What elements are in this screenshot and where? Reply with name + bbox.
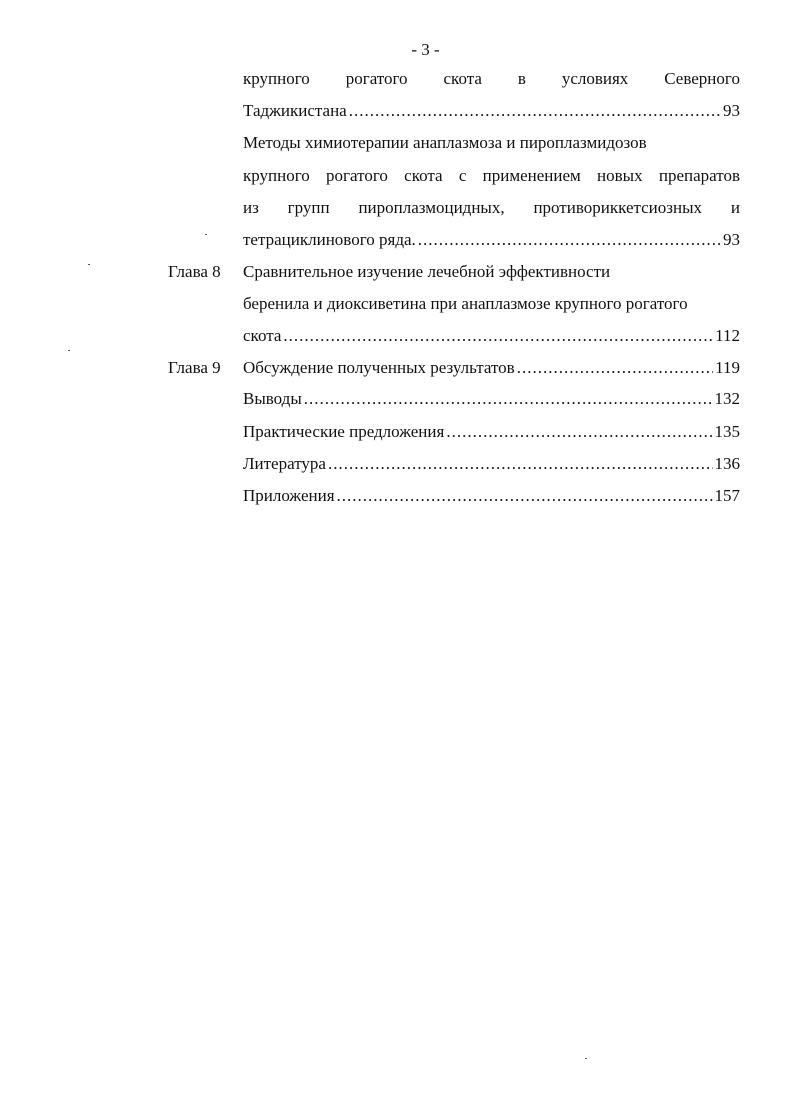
toc-page-number: 112 (715, 326, 740, 345)
word: из (243, 198, 259, 217)
toc-entry-title: Приложения (243, 486, 335, 505)
toc-entry-conclusions (243, 387, 740, 411)
dot-leader (304, 387, 713, 411)
toc-entry-title: Обсуждение полученных результатов (243, 358, 515, 377)
toc-entry-appendices (243, 484, 740, 508)
toc-page-number: 119 (715, 358, 740, 377)
word: и (730, 198, 740, 217)
scan-speck (68, 350, 70, 351)
dot-leader (517, 356, 713, 380)
word: рогатого (326, 166, 388, 185)
word: Северного (664, 69, 740, 88)
page-number: - 3 - (411, 40, 440, 59)
toc-entry-title: Литература (243, 454, 326, 473)
scan-speck (585, 1058, 587, 1059)
toc-entry-title: скота (243, 326, 282, 345)
word: применением (482, 166, 581, 185)
scan-speck (88, 264, 90, 265)
toc-page-number: 135 (714, 422, 740, 441)
chapter-8-title-line1: Сравнительное изучение лечебной эффективности (243, 262, 611, 281)
word: крупного (243, 69, 310, 88)
chapter-8-label: Глава 8 (168, 262, 221, 281)
chapter-8-title-line2: беренила и диоксиветина при анаплазмозе крупного рогатого (243, 294, 688, 313)
toc-entry-tajikistan (243, 99, 740, 123)
dot-leader (418, 228, 721, 252)
chapter-9-entry (243, 356, 740, 380)
word: пироплазмоцидных, (358, 198, 505, 217)
word: в (517, 69, 526, 88)
toc-page-number: 136 (714, 454, 740, 473)
word: рогатого (345, 69, 408, 88)
word: противориккетсиозных (533, 198, 703, 217)
word: групп (287, 198, 330, 217)
toc-page-number: 157 (714, 486, 740, 505)
toc-entry-title: тетрациклинового ряда. (243, 230, 416, 249)
toc-entry-title: Выводы (243, 389, 302, 408)
word: новых (597, 166, 643, 185)
word: крупного (243, 166, 310, 185)
toc-entry-chemotherapy-line2 (243, 164, 740, 188)
toc-page-number: 93 (723, 101, 740, 120)
word: препаратов (658, 166, 740, 185)
word: условиях (561, 69, 629, 88)
dot-leader (283, 324, 713, 348)
toc-entry-title: Таджикистана (243, 101, 347, 120)
toc-entry-practical (243, 420, 740, 444)
toc-line-continuation-1 (243, 67, 740, 91)
toc-entry-literature (243, 452, 740, 476)
dot-leader (349, 99, 721, 123)
dot-leader (337, 484, 713, 508)
chapter-8-title-line3 (243, 324, 740, 348)
chapter-9-label: Глава 9 (168, 358, 221, 377)
word: скота (443, 69, 482, 88)
toc-page-number: 132 (714, 389, 740, 408)
toc-entry-chemotherapy-line3 (243, 196, 740, 220)
dot-leader (328, 452, 713, 476)
word: с (458, 166, 467, 185)
scan-speck (205, 234, 207, 235)
toc-entry-title: Практические предложения (243, 422, 445, 441)
toc-entry-chemotherapy-line1: Методы химиотерапии анаплазмоза и пироплазмидозов (243, 133, 647, 152)
dot-leader (446, 420, 712, 444)
toc-entry-chemotherapy-line4 (243, 228, 740, 252)
toc-page-number: 93 (723, 230, 740, 249)
word: скота (404, 166, 443, 185)
